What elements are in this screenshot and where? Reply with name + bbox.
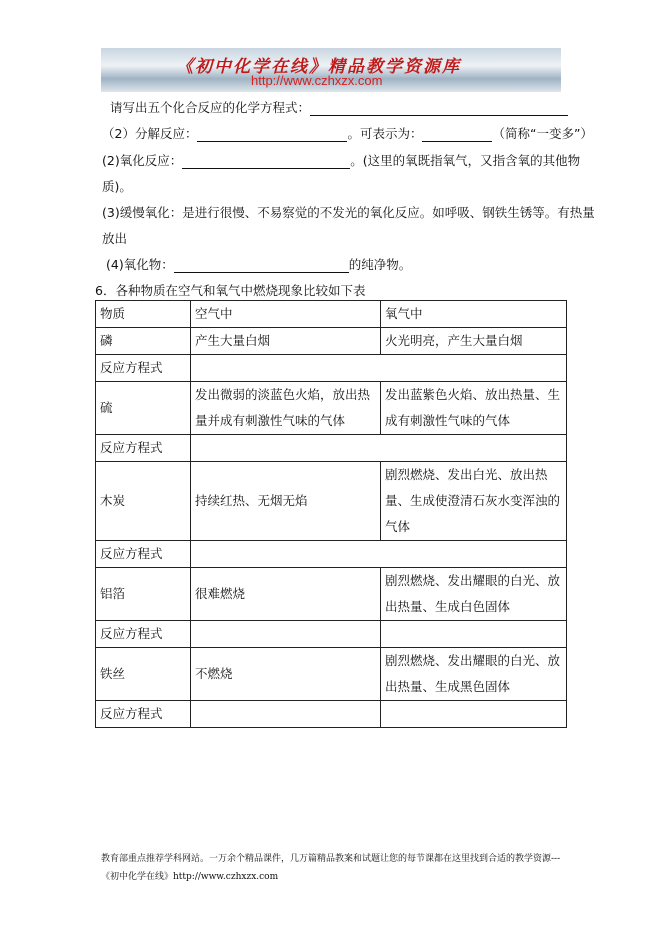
table-header: [96, 301, 567, 328]
answer-blank: [182, 155, 350, 169]
cell: 火光明亮，产生大量白烟: [381, 328, 567, 355]
cell: 反应方程式: [96, 355, 191, 382]
cell: 木炭: [96, 462, 191, 541]
cell: [381, 701, 567, 728]
cell: 硫: [96, 382, 191, 435]
equation-row: [96, 621, 567, 648]
answer-blank: [310, 102, 568, 116]
cell: 发出蓝紫色火焰、放出热量、生成有刺激性气味的气体: [381, 382, 567, 435]
table-row: [96, 462, 567, 541]
table-row: [96, 568, 567, 621]
banner-url: http://www.czhxzx.com: [251, 73, 383, 88]
table-row: [96, 648, 567, 701]
text-line: 质)。: [102, 179, 132, 194]
table-caption: 6．各种物质在空气和氧气中燃烧现象比较如下表: [95, 283, 366, 298]
cell: [191, 541, 567, 568]
table-row: [96, 328, 567, 355]
cell: 发出微弱的淡蓝色火焰，放出热量并成有刺激性气味的气体: [191, 382, 381, 435]
equation-row: [96, 355, 567, 382]
label: (2)氧化反应：: [102, 153, 183, 168]
label: （简称“一变多”）: [492, 126, 593, 141]
cell: 持续红热、无烟无焰: [191, 462, 381, 541]
label: 。可表示为：: [347, 126, 423, 141]
cell: [191, 355, 567, 382]
answer-blank: [174, 259, 349, 273]
label: （2）分解反应：: [102, 126, 198, 141]
header-cell: 物质: [96, 301, 191, 328]
cell: 剧烈燃烧、发出白光、放出热量、生成使澄清石灰水变浑浊的气体: [381, 462, 567, 541]
banner-title: 《初中化学在线》精品教学资源库: [176, 57, 461, 77]
label: 。(这里的氧既指氧气，又指含氧的其他物: [350, 153, 581, 168]
cell: [191, 435, 567, 462]
text-line: 放出: [102, 231, 128, 246]
prompt-line: [110, 98, 568, 116]
cell: 反应方程式: [96, 621, 191, 648]
cell: 反应方程式: [96, 701, 191, 728]
label: 的纯净物。: [348, 257, 412, 272]
prompt-text: 请写出五个化合反应的化学方程式：: [110, 100, 311, 115]
cell: 铁丝: [96, 648, 191, 701]
equation-row: [96, 701, 567, 728]
footer-note: 教育部重点推荐学科网站。一万余个精品课件，几万篇精品教案和试题让您的每节课都在这里找到合适的教学资源---《初中化学在线》http://www.czhxzx.com: [101, 854, 561, 882]
oxidation-line: [102, 151, 580, 169]
oxide-line: [106, 255, 411, 273]
cell: 不燃烧: [191, 648, 381, 701]
header-cell: 氧气中: [381, 301, 567, 328]
cell: 剧烈燃烧、发出耀眼的白光、放出热量、生成白色固体: [381, 568, 567, 621]
cell: 很难燃烧: [191, 568, 381, 621]
decomposition-line: [102, 124, 593, 142]
banner-logo: [101, 48, 561, 92]
cell: 磷: [96, 328, 191, 355]
combustion-table: [95, 300, 567, 728]
label: (4)氧化物：: [106, 257, 174, 272]
cell: [191, 701, 381, 728]
equation-row: [96, 435, 567, 462]
cell: [191, 621, 381, 648]
answer-blank: [422, 128, 492, 142]
table-row: [96, 382, 567, 435]
cell: 剧烈燃烧、发出耀眼的白光、放出热量、生成黑色固体: [381, 648, 567, 701]
cell: 铝箔: [96, 568, 191, 621]
equation-row: [96, 541, 567, 568]
text-line: (3)缓慢氧化：是进行很慢、不易察觉的不发光的氧化反应。如呼吸、钢铁生锈等。有热量: [102, 205, 595, 220]
cell: 反应方程式: [96, 541, 191, 568]
answer-blank: [197, 128, 347, 142]
cell: 产生大量白烟: [191, 328, 381, 355]
cell: 反应方程式: [96, 435, 191, 462]
header-cell: 空气中: [191, 301, 381, 328]
cell: [381, 621, 567, 648]
